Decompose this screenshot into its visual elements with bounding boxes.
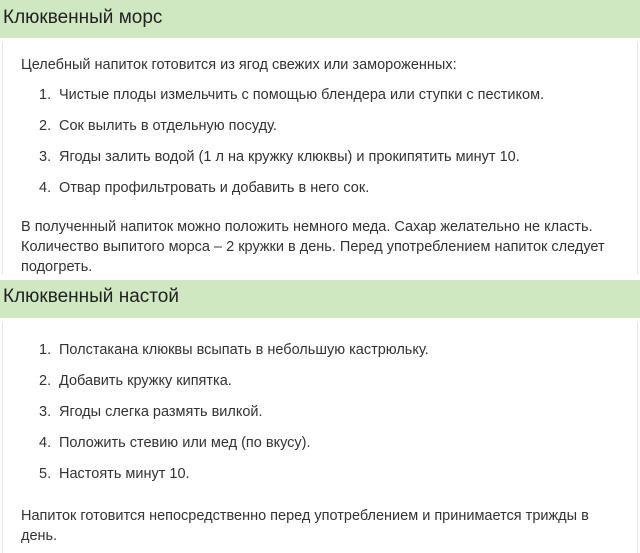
list-item-text: Чистые плоды измельчить с помощью блендера или ступки с пестиком. [59,87,545,103]
list-item-text: Отвар профильтровать и добавить в него сок. [59,180,370,196]
list-item: 4. Отвар профильтровать и добавить в него сок. [39,180,370,196]
list-item: 2. Сок вылить в отдельную посуду. [39,118,277,134]
intro-paragraph: Целебный напиток готовится из ягод свежих или замороженных: [21,57,457,73]
section-heading-nastoy: Клюквенный настой [0,280,640,318]
section-heading-mors: Клюквенный морс [0,0,640,38]
list-item-text: Сок вылить в отдельную посуду. [59,118,277,134]
list-item: 3. Ягоды слегка размять вилкой. [39,404,263,420]
list-item-text: Ягоды залить водой (1 л на кружку клюквы) и прокипятить минут 10. [59,149,520,165]
outro-paragraph: Напиток готовится непосредственно перед употреблением и принимается трижды в день. [21,508,589,544]
list-item-text: Положить стевию или мед (по вкусу). [59,435,311,451]
list-item: 3. Ягоды залить водой (1 л на кружку клюквы) и прокипятить минут 10. [39,149,520,165]
list-item-text: Полстакана клюквы всыпать в небольшую кастрюльку. [59,342,429,358]
list-item: 4. Положить стевию или мед (по вкусу). [39,435,311,451]
list-item: 1. Полстакана клюквы всыпать в небольшую кастрюльку. [39,342,429,358]
list-item-text: Ягоды слегка размять вилкой. [59,404,263,420]
list-item: 5. Настоять минут 10. [39,466,190,482]
section-card-nastoy [2,322,638,553]
section-card-mors [2,42,638,274]
list-item-text: Настоять минут 10. [59,466,190,482]
list-item: 1. Чистые плоды измельчить с помощью блендера или ступки с пестиком. [39,87,545,103]
outro-paragraph: В полученный напиток можно положить немного меда. Сахар желательно не класть. Количество выпитого морса – 2 кружки в день. Перед употреблением напиток следует подогреть. [21,219,605,275]
list-item-text: Добавить кружку кипятка. [59,373,232,389]
list-item: 2. Добавить кружку кипятка. [39,373,232,389]
